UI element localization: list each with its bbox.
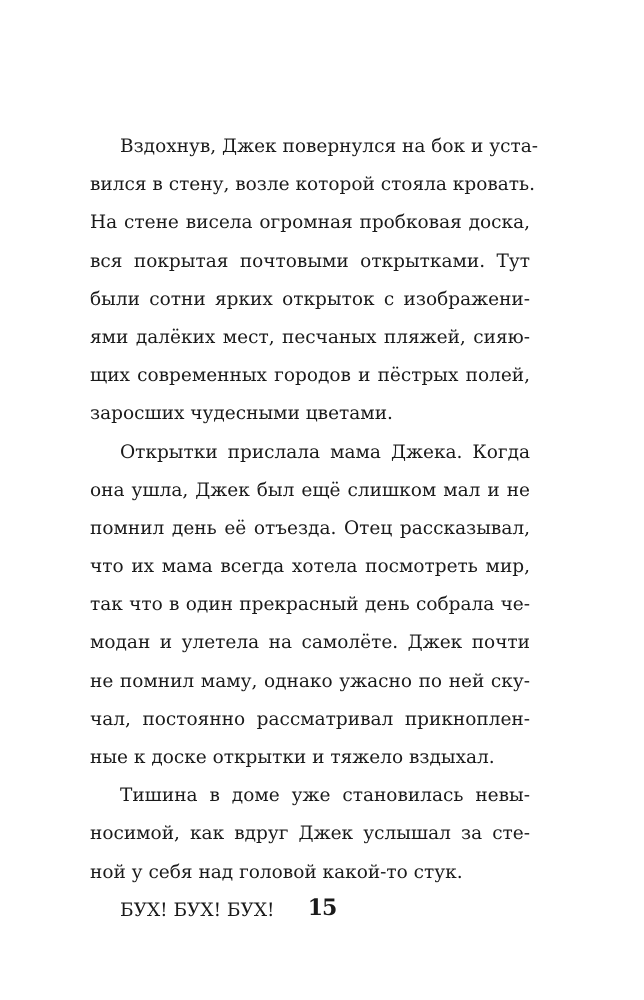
text-line: носимой, как вдруг Джек услышал за сте-: [90, 823, 530, 845]
text-line: БУХ! БУХ! БУХ!: [120, 899, 275, 921]
body-text: [90, 128, 538, 930]
text-line: вся покрытая почтовыми открытками. Тут: [90, 250, 530, 272]
text-line: чал, постоянно рассматривал прикноплен-: [90, 708, 530, 730]
text-line: ями далёких мест, песчаных пляжей, сияю-: [90, 326, 530, 348]
text-line: были сотни ярких открыток с изображени-: [90, 288, 530, 310]
text-line: заросших чудесными цветами.: [90, 403, 393, 425]
text-line: На стене висела огромная пробковая доска,: [90, 212, 530, 234]
text-line: щих современных городов и пёстрых полей,: [90, 365, 530, 387]
text-line: ной у себя над головой какой-то стук.: [90, 861, 463, 883]
text-line: вился в стену, возле которой стояла кровать.: [90, 174, 535, 196]
text-line: что их мама всегда хотела посмотреть мир,: [90, 556, 530, 578]
text-line: так что в один прекрасный день собрала че-: [90, 594, 530, 616]
text-line: Открытки прислала мама Джека. Когда: [120, 441, 530, 463]
text-line: модан и улетела на самолёте. Джек почти: [90, 632, 530, 654]
text-line: Вздохнув, Джек повернулся на бок и уста-: [120, 136, 538, 157]
text-line: ные к доске открытки и тяжело вздыхал.: [90, 747, 495, 768]
text-line: помнил день её отъезда. Отец рассказывал,: [90, 517, 530, 539]
page-number: 15: [307, 895, 337, 921]
text-line: Тишина в доме уже становилась невы-: [120, 785, 530, 807]
text-line: не помнил маму, однако ужасно по ней ску-: [90, 670, 530, 692]
text-line: она ушла, Джек был ещё слишком мал и не: [90, 479, 530, 501]
